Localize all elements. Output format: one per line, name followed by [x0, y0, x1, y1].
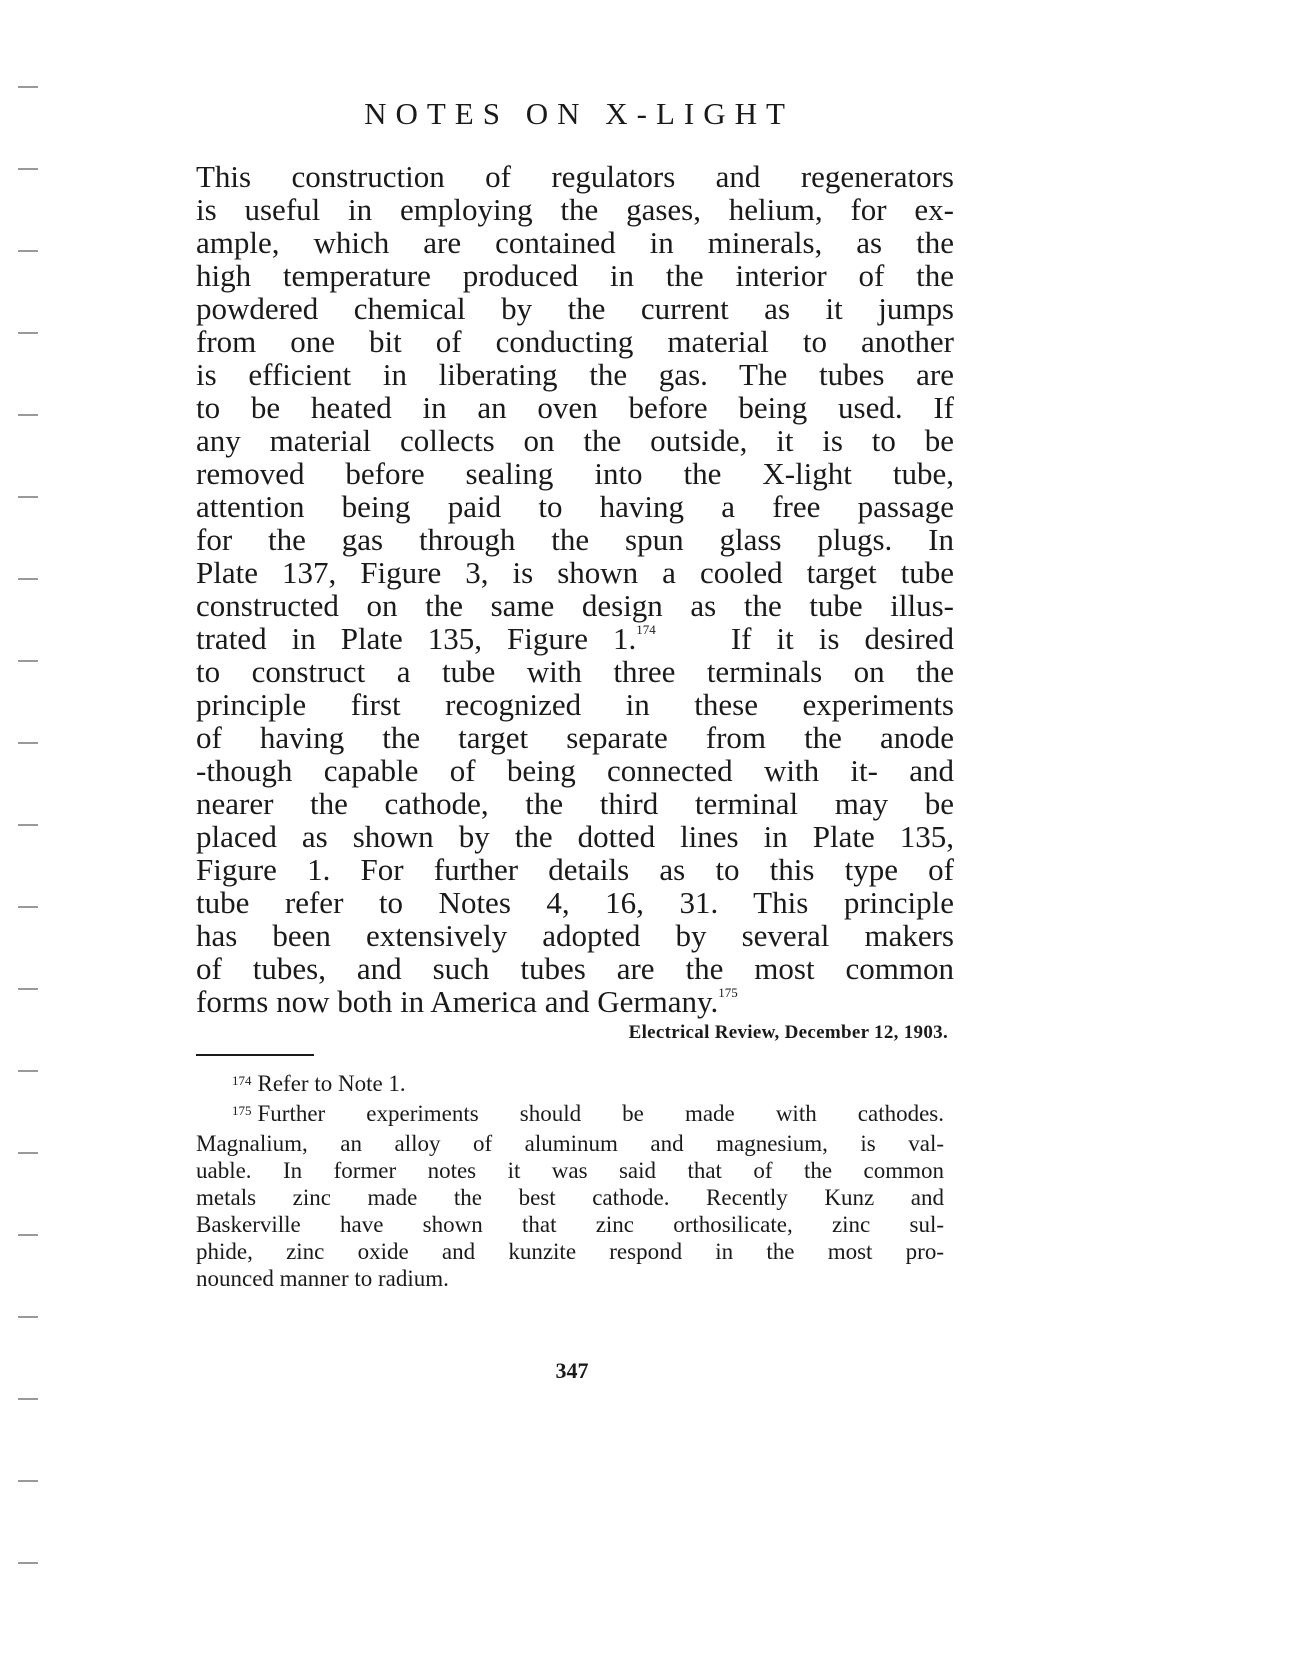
- margin-tick: [18, 1070, 38, 1072]
- footnote-mark: 175: [232, 1103, 252, 1118]
- body-line: placed as shown by the dotted lines in Plate 135,: [196, 819, 954, 854]
- margin-tick: [18, 332, 38, 334]
- body-line: nearer the cathode, the third terminal may be: [196, 786, 954, 821]
- body-line: to be heated in an oven before being used. If: [196, 390, 954, 425]
- body-paragraph: [196, 160, 954, 1018]
- margin-tick: [18, 660, 38, 662]
- margin-tick: [18, 906, 38, 908]
- footnote-text: Refer to Note 1.: [257, 1071, 406, 1096]
- footnote-174: [196, 1070, 944, 1100]
- body-line-with-footnote: [196, 985, 954, 1018]
- body-line: Figure 1. For further details as to this type of: [196, 852, 954, 887]
- margin-tick: [18, 988, 38, 990]
- body-line: tube refer to Notes 4, 16, 31. This principle: [196, 885, 954, 920]
- body-line-with-footnote: [196, 622, 954, 655]
- footnote-rule: [196, 1054, 314, 1056]
- footnote-ref-174: 174: [636, 621, 656, 637]
- body-line: removed before sealing into the X-light tube,: [196, 456, 954, 491]
- margin-tick: [18, 578, 38, 580]
- source-citation: Electrical Review, December 12, 1903.: [628, 1022, 948, 1043]
- margin-tick: [18, 86, 38, 88]
- footnote-line: nounced manner to radium.: [196, 1266, 449, 1291]
- body-line-text: forms now both in America and Germany.: [196, 984, 719, 1019]
- scan-margin-ticks: [18, 0, 40, 1653]
- running-head: NOTES ON X-LIGHT: [364, 96, 794, 131]
- body-line: for the gas through the spun glass plugs. In: [196, 522, 954, 557]
- margin-tick: [18, 1234, 38, 1236]
- body-line-text: If it is desired: [730, 621, 954, 656]
- footnotes: [196, 1070, 944, 1292]
- body-line: This construction of regulators and regenerators: [196, 159, 954, 194]
- footnote-line: metals zinc made the best cathode. Recently Kunz and: [196, 1185, 944, 1210]
- margin-tick: [18, 742, 38, 744]
- margin-tick: [18, 414, 38, 416]
- margin-tick: [18, 1316, 38, 1318]
- body-line: to construct a tube with three terminals on the: [196, 654, 954, 689]
- body-line: attention being paid to having a free passage: [196, 489, 954, 524]
- margin-tick: [18, 496, 38, 498]
- footnote-text: Further experiments should be made with cathodes.: [257, 1101, 944, 1126]
- footnote-line: Baskerville have shown that zinc orthosilicate, zinc sul-: [196, 1212, 944, 1237]
- footnote-line: phide, zinc oxide and kunzite respond in the most pro-: [196, 1239, 944, 1264]
- margin-tick: [18, 1562, 38, 1564]
- body-line: has been extensively adopted by several makers: [196, 918, 954, 953]
- footnote-ref-175: 175: [718, 984, 738, 1000]
- body-line: of having the target separate from the anode: [196, 720, 954, 755]
- body-line: principle first recognized in these experiments: [196, 687, 954, 722]
- body-line: -though capable of being connected with it- and: [196, 753, 954, 788]
- footnote-mark: 174: [232, 1073, 252, 1088]
- body-line: of tubes, and such tubes are the most common: [196, 951, 954, 986]
- margin-tick: [18, 1152, 38, 1154]
- body-line: Plate 137, Figure 3, is shown a cooled target tube: [196, 555, 954, 590]
- footnote-line: uable. In former notes it was said that of the common: [196, 1158, 944, 1183]
- margin-tick: [18, 250, 38, 252]
- margin-tick: [18, 1398, 38, 1400]
- margin-tick: [18, 168, 38, 170]
- body-line: high temperature produced in the interior of the: [196, 258, 954, 293]
- margin-tick: [18, 824, 38, 826]
- margin-tick: [18, 1480, 38, 1482]
- page-number: 347: [555, 1358, 589, 1383]
- footnote-line: Magnalium, an alloy of aluminum and magnesium, is val-: [196, 1131, 944, 1156]
- body-line: is useful in employing the gases, helium, for ex-: [196, 192, 954, 227]
- footnote-175: [196, 1100, 944, 1130]
- body-line: any material collects on the outside, it is to be: [196, 423, 954, 458]
- body-line: from one bit of conducting material to another: [196, 324, 954, 359]
- body-line: powdered chemical by the current as it jumps: [196, 291, 954, 326]
- body-line: is efficient in liberating the gas. The tubes are: [196, 357, 954, 392]
- body-line: ample, which are contained in minerals, as the: [196, 225, 954, 260]
- body-line-text: trated in Plate 135, Figure 1.: [196, 621, 637, 656]
- body-line: constructed on the same design as the tube illus-: [196, 588, 954, 623]
